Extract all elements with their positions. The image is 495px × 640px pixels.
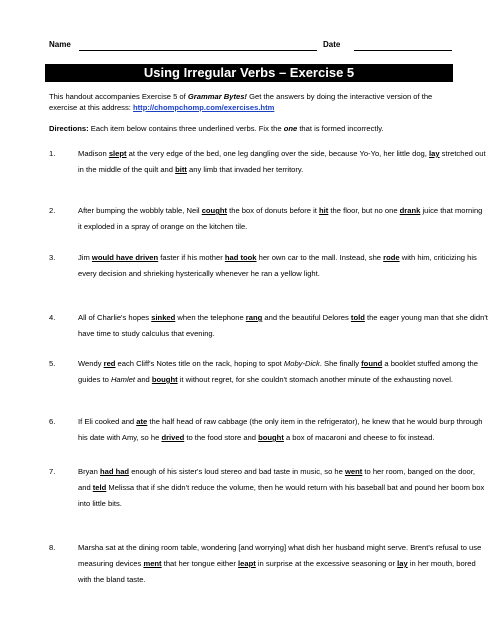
item-text: her own car to the mall. Instead, she xyxy=(256,253,384,262)
underlined-verb: drank xyxy=(399,206,421,215)
item-number: 6. xyxy=(49,417,56,426)
item-text: enough of his sister's loud stereo and bad taste in music, so he xyxy=(129,467,345,476)
item-number: 3. xyxy=(49,253,56,262)
item-text: and xyxy=(135,375,152,384)
name-label: Name xyxy=(49,40,71,49)
item-text: with him, criticizing his every decision and shrieking hysterically whenever he ran a yellow light. xyxy=(78,253,477,278)
item-text: to her room, banged on the door, and xyxy=(78,467,476,492)
item-number: 4. xyxy=(49,313,56,322)
item-text: and the beautiful Delores xyxy=(262,313,351,322)
item-text: If Eli cooked and xyxy=(78,417,137,426)
item-text: faster if his mother xyxy=(158,253,225,262)
item-text: in her mouth, bored with the bland taste. xyxy=(78,559,476,584)
directions-text-2: that is formed incorrectly. xyxy=(297,124,384,133)
underlined-verb: lay xyxy=(428,149,440,158)
item-text: After bumping the wobbly table, Neil xyxy=(78,206,202,215)
name-line[interactable] xyxy=(79,50,317,51)
underlined-verb: sinked xyxy=(151,313,176,322)
underlined-verb: leapt xyxy=(238,559,256,568)
exercise-item xyxy=(49,146,488,178)
exercise-item xyxy=(49,414,488,446)
underlined-verb: rode xyxy=(383,253,400,262)
item-text: the eager young man that she didn't have time to study calculus that evening. xyxy=(78,313,488,338)
directions-emphasis: one xyxy=(283,124,298,133)
item-text: at the very edge of the bed, one leg dangling over the side, because Yo-Yo, her little dog, xyxy=(126,149,429,158)
item-number: 7. xyxy=(49,467,56,476)
intro-book-title: Grammar Bytes! xyxy=(187,92,247,101)
item-text: that her tongue either xyxy=(161,559,239,568)
item-text: a booklet stuffed among the guides to xyxy=(78,359,478,384)
item-text: the box of donuts before it xyxy=(227,206,320,215)
item-text: Bryan xyxy=(78,467,100,476)
item-number: 1. xyxy=(49,149,56,158)
item-text: Marsha sat at the dining room table, wondering [and worrying] what dish her husband might serve. Brent's refusal to use measuring devices xyxy=(78,543,482,568)
item-number: 5. xyxy=(49,359,56,368)
exercise-item xyxy=(49,250,488,282)
item-text: when the telephone xyxy=(175,313,246,322)
underlined-verb: red xyxy=(103,359,116,368)
exercise-link[interactable]: http://chompchomp.com/exercises.htm xyxy=(133,102,275,112)
underlined-verb: told xyxy=(350,313,365,322)
item-text: Jim xyxy=(78,253,92,262)
italic-title: Moby-Dick xyxy=(283,359,320,368)
underlined-verb: ate xyxy=(136,417,148,426)
date-label: Date xyxy=(323,40,341,49)
underlined-verb: bitt xyxy=(175,165,187,174)
directions-text-1: Each item below contains three underlined verbs. Fix the xyxy=(88,124,284,133)
exercise-item xyxy=(49,310,488,342)
item-number: 8. xyxy=(49,543,56,552)
exercise-item xyxy=(49,540,488,588)
item-text: stretched out in the middle of the quilt and xyxy=(78,149,486,174)
date-line[interactable] xyxy=(354,50,452,51)
exercise-item xyxy=(49,203,488,235)
underlined-verb: ment xyxy=(143,559,162,568)
underlined-verb: bought xyxy=(151,375,178,384)
italic-title: Hamlet xyxy=(110,375,135,384)
exercise-item xyxy=(49,464,488,512)
underlined-verb: slept xyxy=(108,149,127,158)
underlined-verb: had took xyxy=(224,253,257,262)
intro-text-1: This handout accompanies Exercise 5 of xyxy=(49,92,188,101)
directions-paragraph xyxy=(49,124,455,134)
item-text: a box of macaroni and cheese to fix instead. xyxy=(283,433,435,442)
item-text: to the food store and xyxy=(184,433,259,442)
item-text: Madison xyxy=(78,149,109,158)
name-date-header xyxy=(49,37,452,51)
item-number: 2. xyxy=(49,206,56,215)
intro-text-2: Get the answers by doing the interactive version of the exercise at this address: xyxy=(49,92,433,112)
item-text: the half head of raw cabbage (the only item in the refrigerator), he knew that he would burp through his date with Amy, so he xyxy=(78,417,483,442)
underlined-verb: rang xyxy=(245,313,263,322)
directions-label: Directions: xyxy=(49,124,89,133)
underlined-verb: would have driven xyxy=(91,253,159,262)
underlined-verb: teld xyxy=(92,483,107,492)
item-text: the floor, but no one xyxy=(328,206,400,215)
underlined-verb: bought xyxy=(258,433,284,442)
item-text: it without regret, for she couldn't stomach another minute of the exhausting novel. xyxy=(177,375,454,384)
underlined-verb: found xyxy=(361,359,383,368)
item-text: Melissa that if she didn't reduce the volume, then he would return with his baseball bat and pound her boom box into little bits. xyxy=(78,483,485,508)
item-text: Wendy xyxy=(78,359,104,368)
underlined-verb: went xyxy=(344,467,363,476)
item-text: each Cliff's Notes title on the rack, hoping to spot xyxy=(115,359,284,368)
intro-paragraph xyxy=(49,92,455,113)
exercise-item xyxy=(49,356,488,388)
item-text: All of Charlie's hopes xyxy=(78,313,152,322)
item-text: . She finally xyxy=(319,359,362,368)
underlined-verb: hit xyxy=(319,206,329,215)
underlined-verb: drived xyxy=(161,433,185,442)
item-text: juice that morning it exploded in a spray of orange on the kitchen tile. xyxy=(78,206,483,231)
item-text: any limb that invaded her territory. xyxy=(186,165,304,174)
underlined-verb: had had xyxy=(99,467,130,476)
underlined-verb: cought xyxy=(201,206,227,215)
underlined-verb: lay xyxy=(397,559,408,568)
item-text: in surprise at the excessive seasoning or xyxy=(255,559,398,568)
page-title: Using Irregular Verbs – Exercise 5 xyxy=(45,64,453,82)
